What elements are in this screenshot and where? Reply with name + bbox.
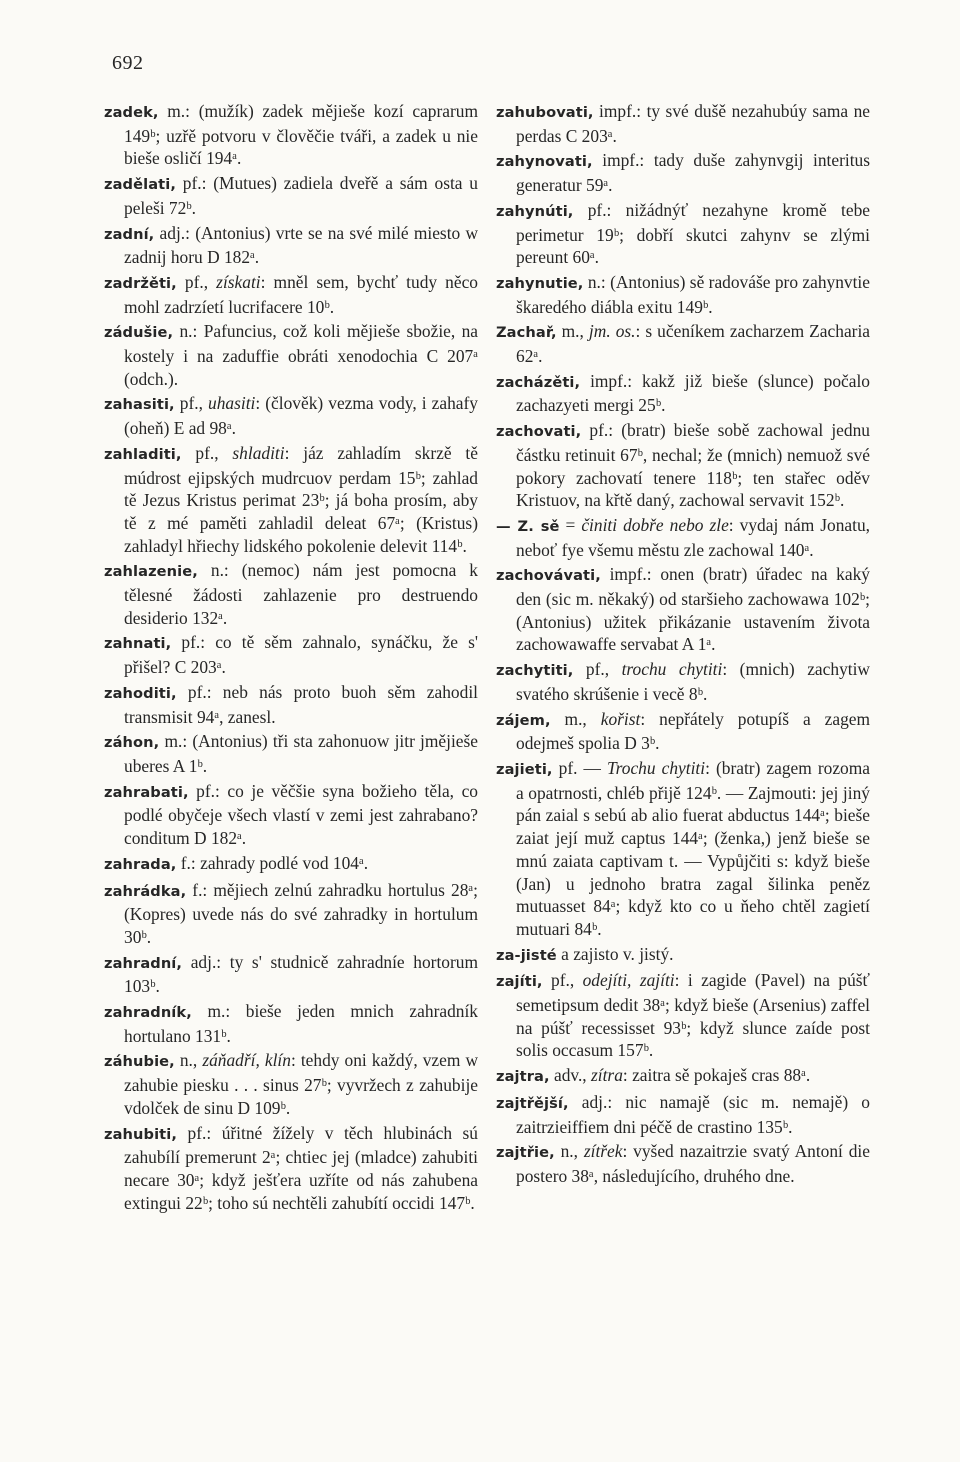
headword: zahlazenie, [104, 563, 198, 581]
entry-text: neb nás proto buoh sěm zahodil transmisit 94ᵃ, zanesl. [124, 681, 478, 727]
dictionary-entry [496, 658, 870, 705]
entry-text: : (člověk) vezma vody, i zahafy (oheň) E ad 98ᵃ. [124, 393, 478, 439]
entry-grammar: m.: [158, 101, 199, 121]
dictionary-entry [496, 149, 870, 196]
entry-grammar: m.: [159, 731, 193, 752]
entry-grammar: = [559, 514, 582, 535]
entry-text: (Mutues) zadiela dveřě a sám osta u peleši 72ᵇ. [124, 173, 478, 218]
entry-text: (Antonius) vrte se na své milé miesto w zadnij horu D 182ᵃ. [124, 222, 478, 268]
entry-grammar: pf., [174, 393, 209, 414]
entry-grammar: impf.: [580, 370, 643, 391]
dictionary-entry [104, 730, 478, 777]
headword: zachytiti, [496, 662, 574, 680]
entry-text: Pafuncius, což koli mějieše sbožie, na kostely i na zaduffie obráti xenodochia C 207ᵃ (odch.). [124, 321, 478, 389]
entry-text: nic namajě (sic m. nemajě) o zaitrzieiffiem dni péčě de crastino 135ᵇ. [516, 1091, 870, 1137]
headword: zahladiti, [104, 445, 182, 463]
entry-grammar: f.: [186, 879, 214, 900]
dictionary-entry [496, 514, 870, 561]
entry-text: : (mnich) zachytiw svatého skrúšenie i vecě 8ᵇ. [516, 659, 870, 704]
entry-text: : (bratr) zagem rozoma a opatrnosti, chléb přijě 124ᵇ. — Zajmouti: jej jiný pán zaial s sebú ab alio fuerat abductus 144ᵃ; bieše zaiat její muž captus 144ᵃ; (ženka,) jenž bieše se mnú zaiata captivam t. — Vypůjčiti s: když bieše (Jan) u jednoho bratra zagal šilinka peněz mutuasset 84ᵃ; když kto co u ňeho chtěl zagietí mutuari 84ᵇ. [516, 757, 870, 939]
headword: zajtřie, [496, 1144, 555, 1162]
entry-grammar: pf.: [573, 199, 626, 220]
right-column [496, 100, 870, 1190]
dictionary-entry [496, 419, 870, 512]
entry-grammar: n.: [583, 271, 611, 292]
dictionary-entry [496, 563, 870, 656]
headword: zájem, [496, 711, 551, 729]
entry-text: : i zagide (Pavel) na púšť semetipsum dedit 38ᵃ; když bieše (Arsenius) zaffel na púšť recessisset 93ᵇ; když slunce zaíde post solis occasum 157ᵇ. [516, 970, 870, 1061]
headword: Zachař, [496, 324, 557, 342]
entry-text: : tehdy oni každý, vzem w zahubie piesku . . . sinus 27ᵇ; vyvržech z zahubije vdolček de sinu D 109ᵇ. [124, 1050, 478, 1118]
entry-grammar: pf., [542, 970, 583, 991]
entry-text: ty s' studnicě zahradníe hortorum 103ᵇ. [124, 951, 478, 997]
entry-grammar: pf.: [175, 173, 214, 194]
entry-text: : vyšed nazaitrzie svatý Antoní die postero 38ᵃ, následujícího, druhého dne. [516, 1141, 870, 1186]
entry-text: (mužík) zadek mějieše kozí caprarum 149ᵇ; uzřě potvoru v člověčie tváři, a zadek u nie bieše osličí 194ᵃ. [124, 101, 478, 169]
entry-text: : mněl sem, bychť tudy něco mohl zadrzíetí lucrifacere 10ᵇ. [124, 271, 478, 317]
dictionary-entry [104, 1049, 478, 1119]
page-number: 692 [112, 52, 144, 74]
entry-grammar: n.: [197, 560, 242, 581]
dictionary-entry [104, 879, 478, 949]
entry-grammar: impf.: [592, 150, 654, 171]
dictionary-entry [496, 1140, 870, 1187]
entry-grammar: pf.: [581, 420, 622, 441]
headword: zahradní, [104, 954, 183, 972]
entry-text: (Antonius) tři sta zahonuow jitr jmějieše uberes A 1ᵇ. [124, 731, 478, 776]
dictionary-entry [496, 969, 870, 1062]
dictionary-entry [496, 757, 870, 941]
entry-grammar: pf., [176, 271, 217, 292]
dictionary-entry [104, 222, 478, 269]
entry-gloss: zítra [591, 1065, 623, 1086]
dictionary-entry [496, 370, 870, 417]
headword: zachovávati, [496, 567, 601, 585]
entry-grammar: adj.: [154, 222, 196, 243]
entry-text: úřitné žížely v těch hlubinách sú zahubílí premerunt 2ᵃ; chtiec jej (mladce) zahubiti necare 30ᵃ; když ješťera uzříte od nás zahubena extingui 22ᵇ; toho sú nechtěli zahubítí occidi 147ᵇ. [124, 1122, 478, 1213]
dictionary-entry [104, 271, 478, 318]
dictionary-entry [104, 100, 478, 170]
entry-text: ty své dušě nezahubúy sama ne perdas C 203ᵃ. [516, 101, 870, 146]
entry-grammar: pf., [181, 442, 233, 463]
entry-gloss: činiti dobře nebo zle [581, 514, 729, 535]
dictionary-entry [104, 172, 478, 219]
entry-text: : nepřátely potupíš a zagem odejmeš spolia D 3ᵇ. [516, 708, 871, 754]
entry-text: tady duše zahynvgij interitus generatur 59ᵃ. [516, 150, 870, 196]
entry-grammar: pf.: [176, 681, 223, 702]
entry-text: zajisto v. jistý. [573, 943, 674, 964]
headword: zahrada, [104, 855, 177, 873]
headword: zahynutie, [496, 274, 584, 292]
headword: zahubovati, [496, 104, 594, 121]
dictionary-entry [496, 943, 870, 968]
headword: zadělati, [104, 176, 176, 194]
entry-text: mějiech zelnú zahradku hortulus 28ᵃ; (Kopres) uvede nás do své zahradky in hortulum 30ᵇ. [124, 879, 478, 947]
dictionary-entry [496, 1064, 870, 1089]
entry-gloss: jm. os. [588, 321, 636, 342]
left-column [104, 100, 478, 1216]
dictionary-entry [104, 559, 478, 629]
entry-grammar: adj.: [568, 1091, 626, 1112]
entry-grammar: a [556, 943, 574, 964]
dictionary-entry [104, 1122, 478, 1215]
dictionary-entry [496, 320, 870, 367]
entry-grammar: n.: [173, 321, 204, 342]
entry-grammar: impf.: [593, 101, 647, 121]
headword: zadržěti, [104, 274, 177, 292]
entry-text: : vydaj nám Jonatu, neboť fye všemu městu zle zachowal 140ᵃ. [516, 514, 870, 560]
entry-text: (bratr) bieše sobě zachowal jednu částku retinuit 67ᵇ, nechal; že (mnich) nemuož své pokory zachovatí tenere 118ᵇ; ten stařec oděv Kristuov, na křtě daný, zachowal servavit 152ᵇ. [516, 420, 870, 511]
headword: zajíti, [496, 973, 543, 991]
entry-grammar: pf.: [188, 780, 228, 801]
headword: záhon, [104, 734, 160, 752]
entry-gloss: získati [216, 271, 261, 292]
entry-text: zahrady podlé vod 104ᵃ. [200, 852, 369, 873]
entry-text: onen (bratr) úřadec na kaký den (sic m. někaký) od staršieho zachowawa 102ᵇ; (Antonius) užitek přikázanie ustavením života zachowawaffe servabat A 1ᵃ. [516, 564, 870, 655]
dictionary-entry [104, 392, 478, 439]
entry-gloss: trochu chytiti [621, 659, 723, 680]
dictionary-entry [104, 780, 478, 850]
entry-grammar: adv., [549, 1065, 591, 1086]
headword: — Z. sě [496, 517, 560, 535]
entry-text: : zaitra sě pokaješ cras 88ᵃ. [622, 1065, 811, 1086]
entry-gloss: zítřek [583, 1141, 623, 1162]
dictionary-entry [104, 320, 478, 390]
entry-grammar: impf.: [600, 564, 661, 585]
entry-text: bieše jeden mnich zahradník hortulano 131ᵇ. [124, 1001, 478, 1046]
entry-gloss: Trochu chytiti [606, 757, 706, 778]
entry-grammar: m., [556, 321, 589, 342]
dictionary-entry [104, 1000, 478, 1047]
entry-text: co je věčšie syna božieho těla, co podlé obyčeje všech vlastí v zemi jest zahrabano? conditum D 182ᵃ. [124, 780, 478, 849]
entry-grammar: n., [554, 1141, 584, 1162]
entry-grammar: n., [174, 1050, 203, 1071]
entry-grammar: pf., [573, 659, 622, 680]
headword: zahynúti, [496, 202, 574, 220]
dictionary-entry [496, 100, 870, 147]
headword: zadní, [104, 225, 155, 243]
headword: zahynovati, [496, 153, 593, 171]
entry-text: nižádnýť nezahyne kromě tebe perimetur 19ᵇ; dobří skutci zahynv se zlými pereunt 60ᵃ. [516, 199, 870, 268]
entry-grammar: pf.: [177, 1122, 222, 1143]
entry-grammar: m.: [191, 1001, 246, 1022]
entry-grammar: f.: [176, 852, 201, 873]
entry-gloss: shladiti [232, 442, 285, 463]
dictionary-entry [496, 199, 870, 269]
dictionary-entry [104, 442, 478, 558]
headword: za-jisté [496, 946, 557, 964]
entry-grammar: pf. — [552, 757, 607, 778]
headword: záhubie, [104, 1053, 175, 1071]
headword: zajtřější, [496, 1094, 569, 1112]
entry-text: : jáz zahladím skrzě tě múdrost ejipských mudrcuov perdam 15ᵇ; zahlad tě Jezus Kristus perimat 23ᵇ; já boha prosím, aby tě z mé paměti zahladil deleat 67ᵃ; (Kristus) zahladyl hřiechy lidského pokolenie delevit 114ᵇ. [124, 442, 478, 556]
entry-grammar: pf.: [171, 632, 216, 653]
entry-grammar: adj.: [182, 951, 230, 972]
headword: zahasiti, [104, 396, 175, 414]
headword: zajtra, [496, 1068, 550, 1086]
headword: zacházěti, [496, 373, 581, 391]
entry-text: kakž již bieše (slunce) počalo zachazyeti mergi 25ᵇ. [516, 370, 870, 416]
headword: zachovati, [496, 423, 582, 441]
entry-text: : s učeníkem zacharzem Zacharia 62ᵃ. [516, 321, 870, 367]
dictionary-entry [496, 1091, 870, 1138]
headword: zajieti, [496, 760, 553, 778]
entry-text: co tě sěm zahnalo, synáčku, že s' přišel? C 203ᵃ. [124, 632, 478, 678]
headword: zadek, [104, 104, 159, 121]
entry-grammar: m., [550, 708, 601, 729]
entry-gloss: uhasiti [208, 393, 256, 414]
dictionary-entry [496, 271, 870, 318]
dictionary-entry [496, 708, 870, 755]
headword: zahrabati, [104, 783, 189, 801]
headword: zahrádka, [104, 882, 187, 900]
dictionary-entry [104, 681, 478, 728]
entry-gloss: odejíti, zajíti [582, 970, 675, 991]
entry-gloss: kořist [600, 708, 641, 729]
headword: zádušie, [104, 324, 174, 342]
entry-text: (Antonius) sě radováše pro zahynvtie škaredého diábla exitu 149ᵇ. [516, 271, 870, 317]
entry-gloss: záňadří, klín [202, 1050, 291, 1071]
headword: zahoditi, [104, 684, 177, 702]
headword: zahradník, [104, 1004, 192, 1022]
dictionary-entry [104, 852, 478, 877]
entry-text: (nemoc) nám jest pomocna k tělesné žádosti zahlazenie pro destruendo desiderio 132ᵃ. [124, 560, 478, 628]
headword: zahnati, [104, 635, 172, 653]
dictionary-entry [104, 951, 478, 998]
headword: zahubiti, [104, 1125, 177, 1143]
dictionary-entry [104, 631, 478, 678]
